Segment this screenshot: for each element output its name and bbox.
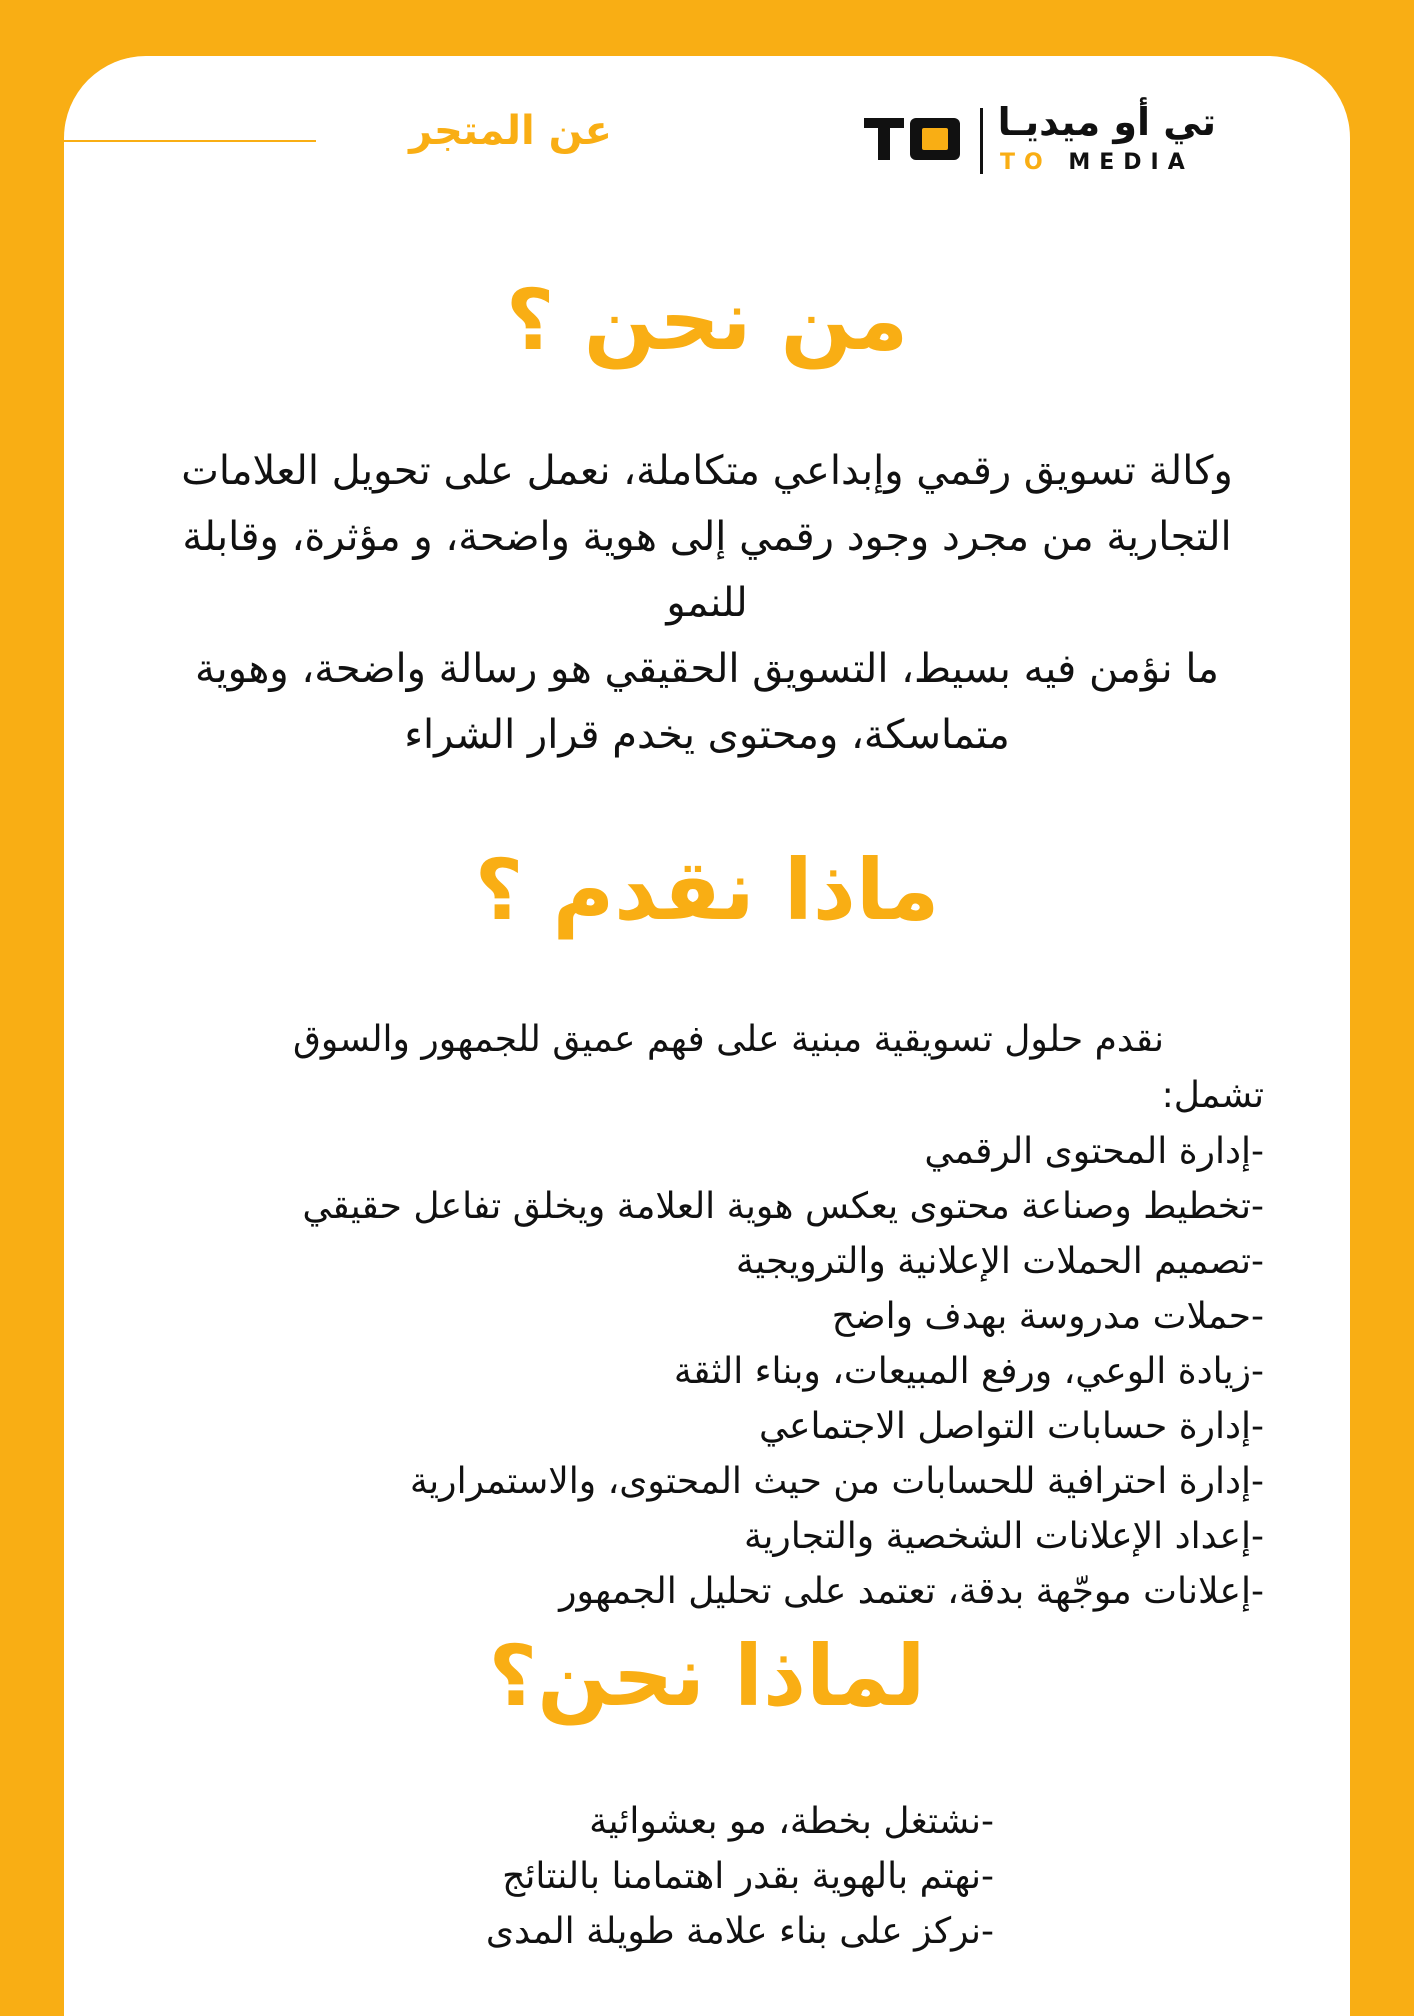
service-item: -تصميم الحملات الإعلانية والترويجية xyxy=(735,1241,1264,1282)
service-item: -إدارة المحتوى الرقمي xyxy=(924,1131,1264,1172)
logo-name-english-accent: TO xyxy=(1000,150,1052,175)
about-paragraph: ما نؤمن فيه بسيط، التسويق الحقيقي هو رسالة واضحة، وهوية xyxy=(195,646,1219,692)
section-label: عن المتجر xyxy=(409,108,612,154)
services-includes-label: تشمل: xyxy=(1161,1075,1264,1116)
services-content xyxy=(144,1012,1264,1619)
content-card xyxy=(64,56,1350,2016)
service-item: -تخطيط وصناعة محتوى يعكس هوية العلامة ويخلق تفاعل حقيقي xyxy=(302,1186,1264,1227)
services-list xyxy=(144,1124,1264,1619)
services-title: ماذا نقدم ؟ xyxy=(474,841,940,939)
service-item: -إعلانات موجّهة بدقة، تعتمد على تحليل الجمهور xyxy=(559,1571,1264,1612)
why-us-item: -نركز على بناء علامة طويلة المدى xyxy=(485,1911,994,1952)
why-us-title: لماذا نحن؟ xyxy=(488,1627,926,1725)
to-logo-mark-icon xyxy=(864,118,960,160)
why-us-item: -نهتم بالهوية بقدر اهتمامنا بالنتائج xyxy=(502,1856,994,1897)
service-item: -حملات مدروسة بهدف واضح xyxy=(831,1296,1264,1337)
about-paragraph: وكالة تسويق رقمي وإبداعي متكاملة، نعمل على تحويل العلامات التجارية من مجرد وجود رقمي إلى هوية واضحة، و مؤثرة، وقابلة للنمو xyxy=(181,448,1233,626)
logo-name-arabic: تي أو ميديـا xyxy=(997,100,1216,144)
why-us-content xyxy=(364,1794,994,1959)
logo-name-english xyxy=(1000,150,1220,175)
about-paragraph: متماسكة، ومحتوى يخدم قرار الشراء xyxy=(404,712,1010,758)
logo-name-english-rest: MEDIA xyxy=(1051,150,1194,175)
logo-divider xyxy=(980,108,983,174)
service-item: -إعداد الإعلانات الشخصية والتجارية xyxy=(744,1516,1264,1557)
about-text xyxy=(144,438,1270,768)
why-us-list xyxy=(364,1794,994,1959)
service-item: -إدارة احترافية للحسابات من حيث المحتوى، والاستمرارية xyxy=(409,1461,1264,1502)
about-title: من نحن ؟ xyxy=(505,271,909,369)
brand-logo xyxy=(864,100,1284,184)
service-item: -زيادة الوعي، ورفع المبيعات، وبناء الثقة xyxy=(673,1351,1264,1392)
service-item: -إدارة حسابات التواصل الاجتماعي xyxy=(758,1406,1264,1447)
services-lead: نقدم حلول تسويقية مبنية على فهم عميق للجمهور والسوق xyxy=(292,1019,1164,1060)
why-us-item: -نشتغل بخطة، مو بعشوائية xyxy=(589,1801,994,1842)
header-divider-line xyxy=(64,140,316,142)
